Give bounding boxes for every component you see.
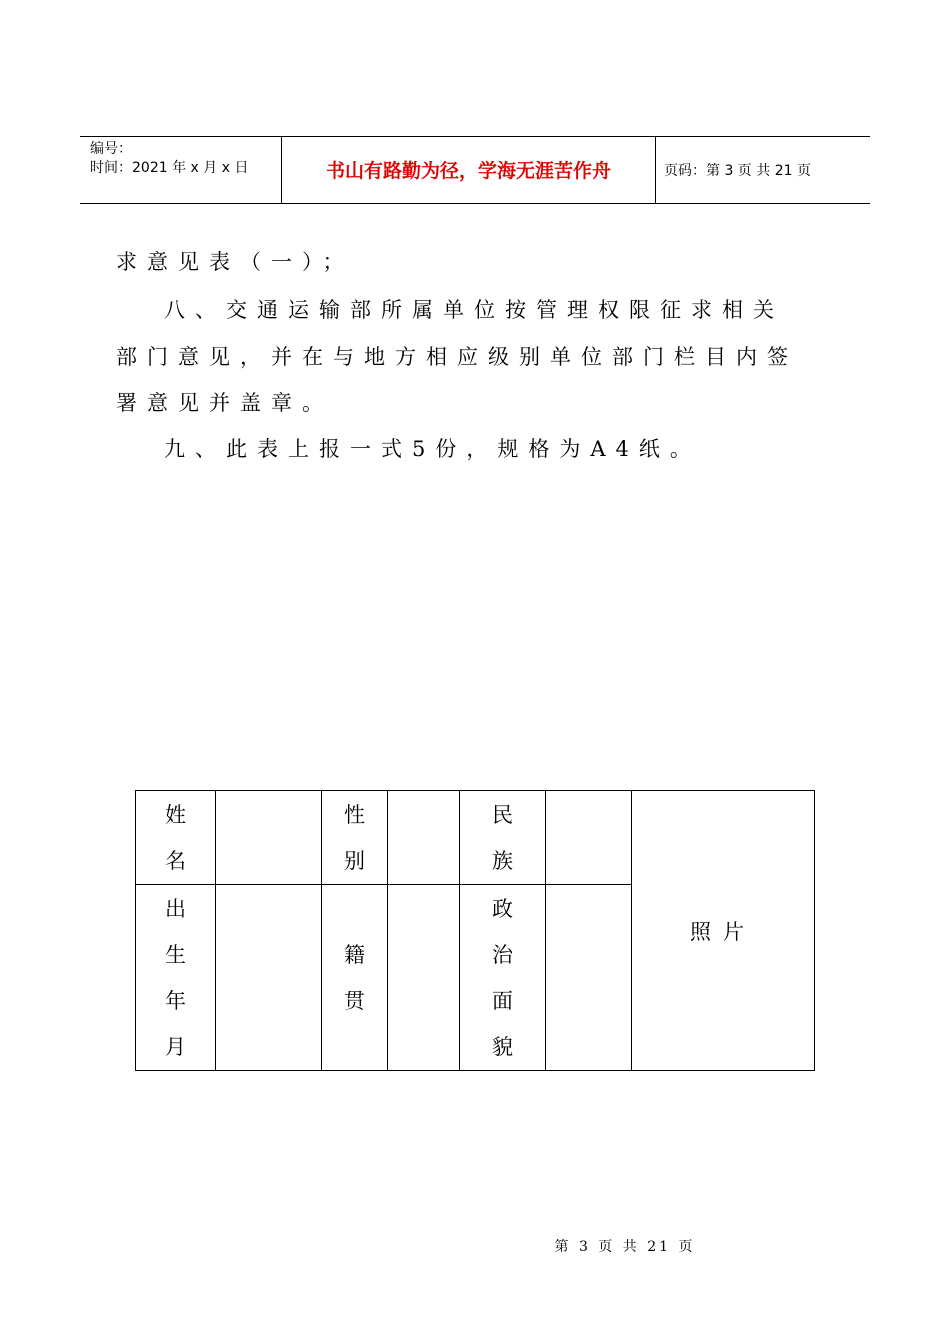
body-line-2: 八、交通运输部所属单位按管理权限征求相关: [164, 298, 784, 322]
native-place-value-cell[interactable]: [388, 885, 460, 1071]
name-label-cell: [136, 791, 216, 885]
name-label-char: 姓: [165, 802, 186, 827]
ethnicity-label-cell: [460, 791, 546, 885]
birth-label-char: 生: [165, 942, 186, 967]
political-label-char: 治: [492, 942, 513, 967]
photo-cell: [632, 791, 815, 1071]
header-meta: [90, 140, 248, 178]
ethnicity-label-char: 民: [492, 802, 513, 827]
body-line-3: 部门意见，并在与地方相应级别单位部门栏目内签: [116, 345, 798, 369]
header-bottom-rule: [80, 203, 870, 204]
ethnicity-value-cell[interactable]: [546, 791, 632, 885]
political-label-char: 政: [492, 896, 513, 921]
name-label-char: 名: [165, 848, 186, 873]
name-value-cell[interactable]: [216, 791, 322, 885]
political-value-cell[interactable]: [546, 885, 632, 1071]
political-label-char: 面: [492, 988, 513, 1013]
gender-label-cell: [322, 791, 388, 885]
footer-page-number: 第 3 页 共 21 页: [554, 1239, 696, 1255]
page-footer: [0, 1236, 950, 1256]
native-place-label-char: 籍: [344, 942, 365, 967]
body-line-4: 署意见并盖章。: [116, 391, 333, 415]
header-divider-right: [655, 136, 656, 203]
gender-value-cell[interactable]: [388, 791, 460, 885]
body-line-1: 求意见表（一）；: [116, 250, 354, 274]
native-place-label-cell: [322, 885, 388, 1071]
political-label-char: 貌: [492, 1034, 513, 1059]
personal-info-table: [135, 790, 815, 1071]
document-number: 编号：: [90, 141, 132, 157]
birth-value-cell[interactable]: [216, 885, 322, 1071]
document-time: 时间：2021 年 x 月 x 日: [90, 160, 249, 176]
political-label-cell: [460, 885, 546, 1071]
birth-label-char: 月: [165, 1034, 186, 1059]
ethnicity-label-char: 族: [492, 848, 513, 873]
gender-label-char: 性: [344, 802, 365, 827]
header-motto: 书山有路勤为径，学海无涯苦作舟: [325, 160, 611, 182]
body-line-5: 九、此表上报一式5份，规格为A4纸。: [164, 437, 701, 461]
birth-label-cell: [136, 885, 216, 1071]
gender-label-char: 别: [344, 848, 365, 873]
birth-label-char: 年: [165, 988, 186, 1013]
header-page-info: 页码：第 3 页 共 21 页: [664, 163, 811, 179]
native-place-label-char: 贯: [344, 988, 365, 1013]
birth-label-char: 出: [165, 896, 186, 921]
photo-label: 照片: [690, 919, 756, 944]
